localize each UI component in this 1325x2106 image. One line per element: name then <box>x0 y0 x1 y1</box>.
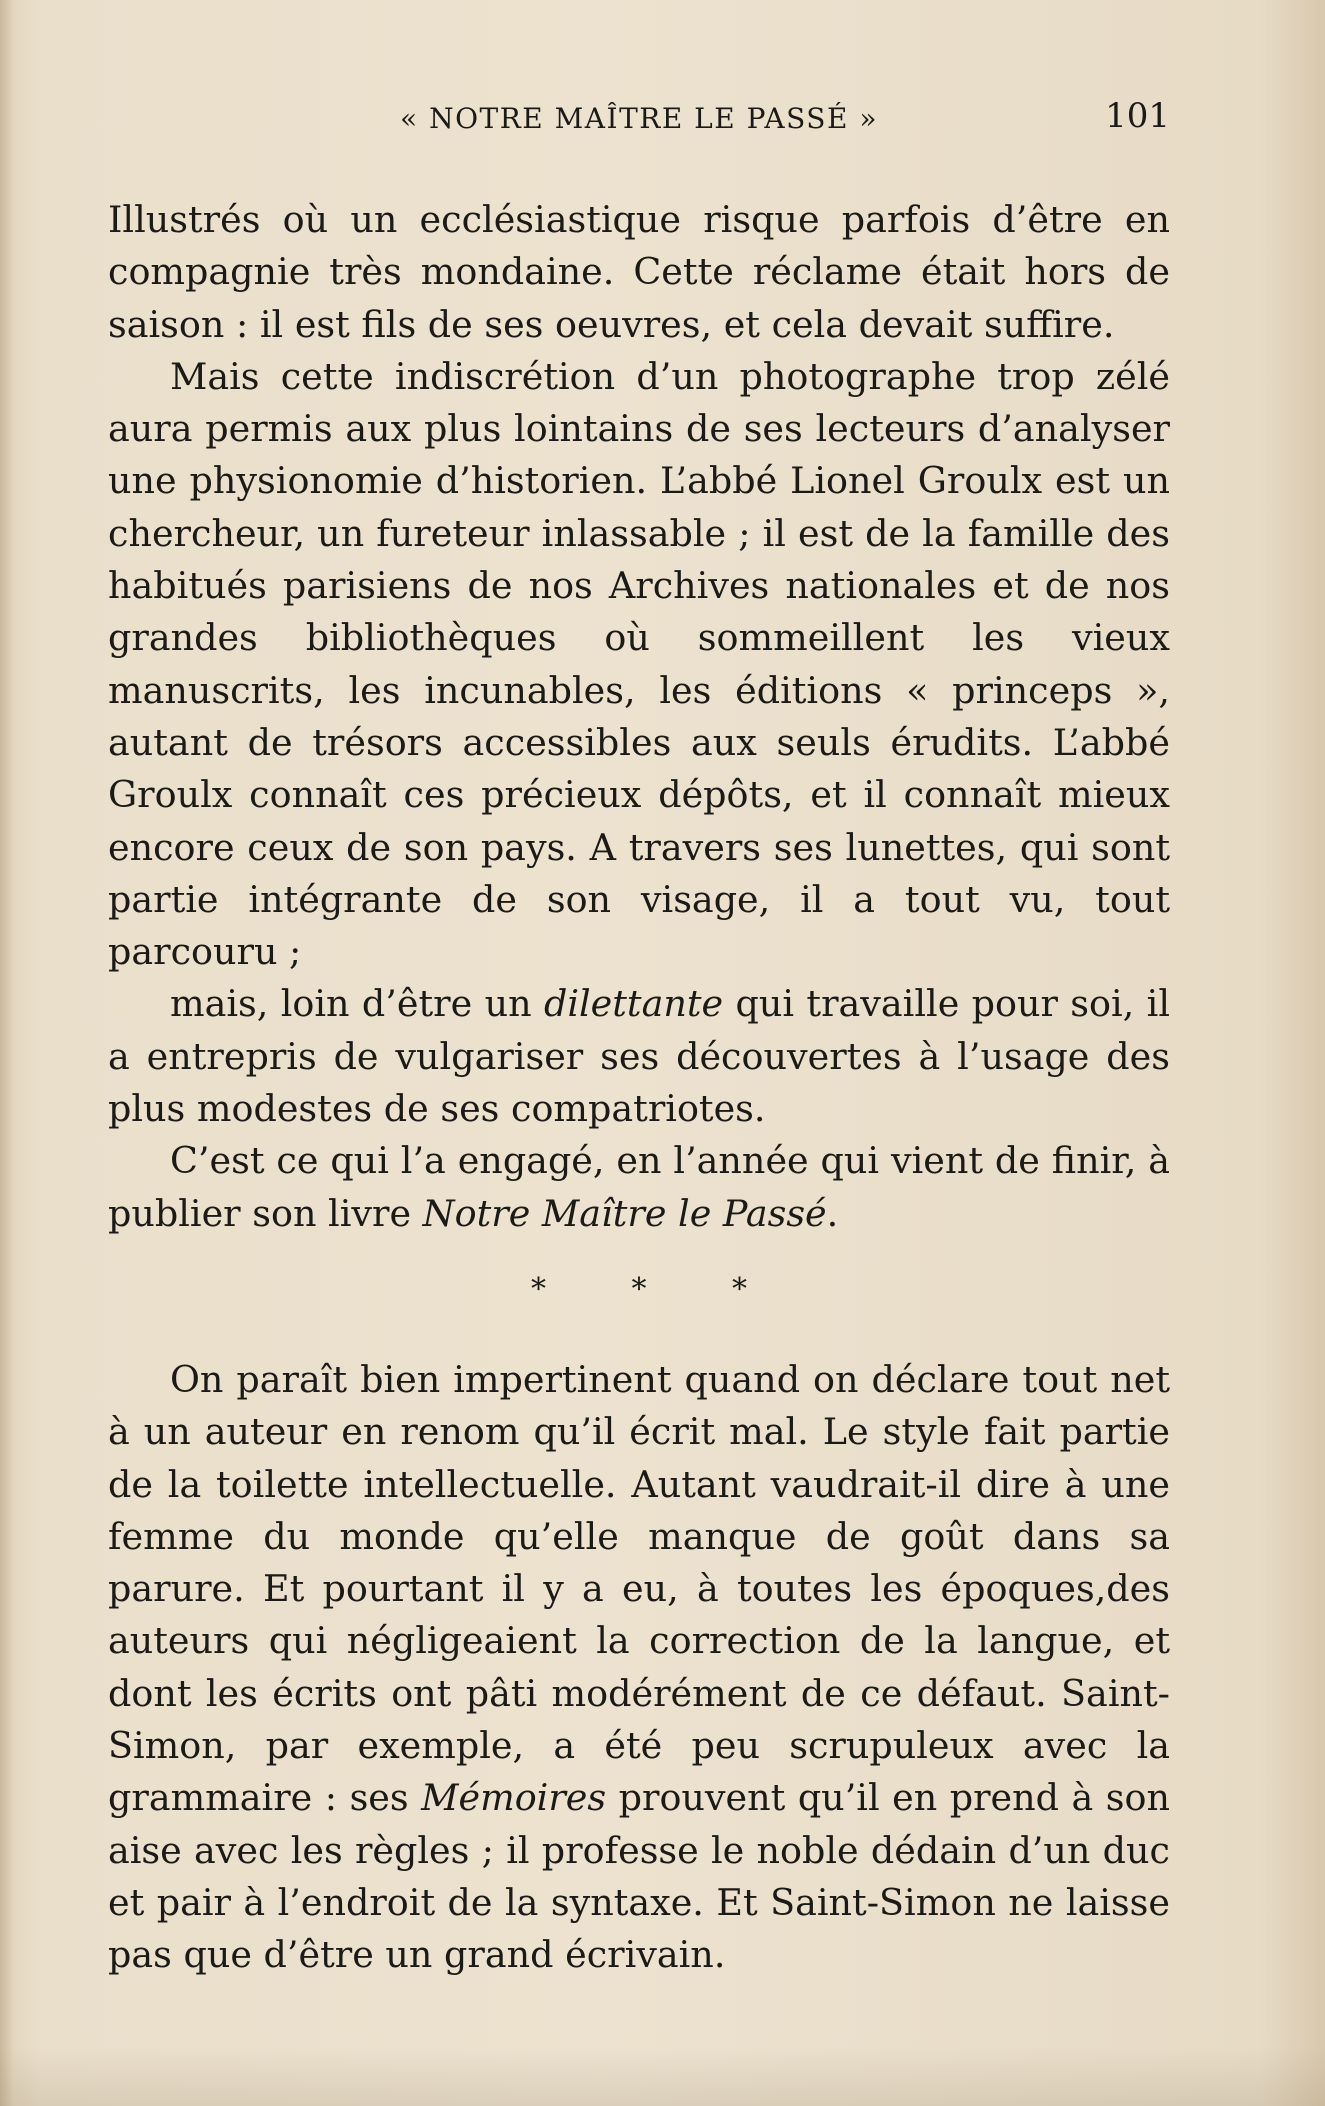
paragraph-4 <box>108 1135 1170 1240</box>
running-title: « NOTRE MAÎTRE LE PASSÉ » <box>400 102 878 135</box>
memoires-italic: Mémoires <box>421 1776 607 1820</box>
paragraph-3-text-before: mais, loin d’être un <box>170 982 544 1026</box>
paragraph-4-text-before: C’est ce qui l’a engagé, en l’année qui vient de finir, à publier son livre <box>108 1139 1170 1235</box>
book-title-italic: Notre Maître le Passé <box>422 1191 827 1235</box>
paragraph-5-text-before: On paraît bien impertinent quand on déclare tout net à un auteur en renom qu’il écrit mal. Le style fait partie de la toilette intellectuelle. Autant vaudrait-il dire à une femme du monde qu’elle manque de goût dans sa parure. Et pourtant il y a eu, à toutes les époques,des auteurs qui négligeaient la correction de la langue, et dont les écrits ont pâti modérément de ce défaut. Saint-Simon, par exemple, a été peu scrupuleux avec la grammaire : ses <box>108 1357 1170 1820</box>
paragraph-5 <box>108 1354 1170 1982</box>
paragraph-1: Illustrés où un ecclésiastique risque parfois d’être en compagnie très mondaine. Cette réclame était hors de saison : il est fils de ses oeuvres, et cela devait suffire. <box>108 198 1170 346</box>
page-bottom-shading <box>0 2046 1325 2106</box>
page-number: 101 <box>1105 96 1170 136</box>
paragraph-3 <box>108 978 1170 1135</box>
paragraph-5-text-after: prouvent qu’il en prend à son aise avec les règles ; il professe le noble dédain d’un duc et pair à l’endroit de la syntaxe. Et Saint-Simon ne laisse pas que d’être un grand écrivain. <box>108 1776 1170 1977</box>
paragraph-3-text-after: qui travaille pour soi, il a entrepris de vulgariser ses découvertes à l’usage des plus modestes de ses compatriotes. <box>108 982 1170 1131</box>
paragraph-2: Mais cette indiscrétion d’un photographe trop zélé aura permis aux plus lointains de ses lecteurs d’analyser une physionomie d’historien. L’abbé Lionel Groulx est un chercheur, un fureteur inlassable ; il est de la famille des habitués parisiens de nos Archives nationales et de nos grandes bibliothèques où sommeillent les vieux manuscrits, les incunables, les éditions « princeps », autant de trésors accessibles aux seuls érudits. L’abbé Groulx connaît ces précieux dépôts, et il connaît mieux encore ceux de son pays. A travers ses lunettes, qui sont partie intégrante de son visage, il a tout vu, tout parcouru ; <box>108 354 1170 974</box>
section-ornament: * * * <box>530 1271 786 1307</box>
paragraph-3-italic: dilettante <box>543 982 724 1026</box>
page-header <box>108 96 1170 146</box>
body-text <box>108 194 1170 1982</box>
paragraph-4-text-after: . <box>826 1191 839 1235</box>
